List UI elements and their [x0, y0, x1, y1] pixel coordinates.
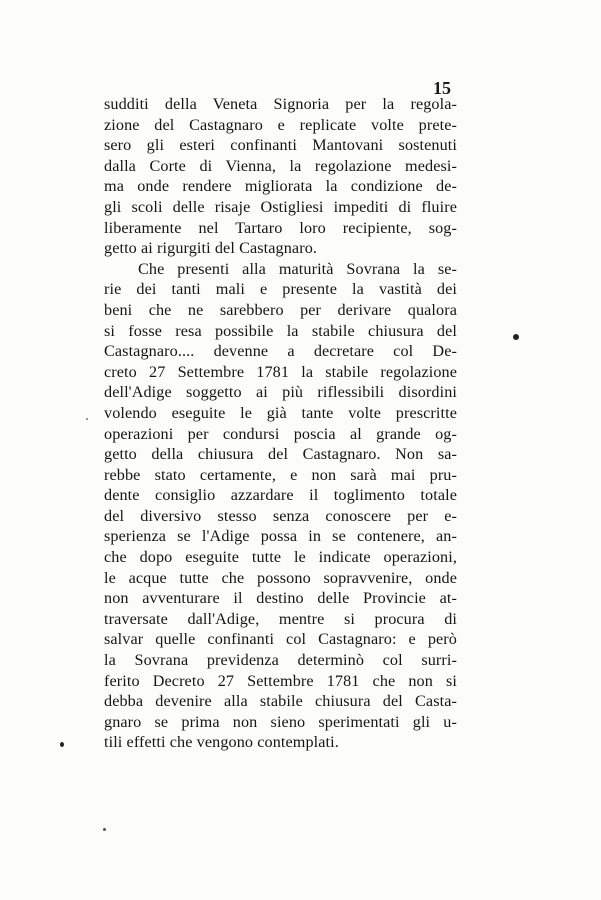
text-line: tili effetti che vengono contemplati. [104, 733, 339, 752]
text-line: salvar quelle confinanti col Castagnaro: e però [104, 630, 457, 649]
text-line: dente consiglio azzardare il toglimento totale [104, 486, 457, 505]
page-number: 15 [433, 78, 451, 98]
text-line: liberamente nel Tartaro loro recipiente, sog- [104, 218, 457, 237]
text-line: sperienza se l'Adige possa in se contenere, an- [104, 527, 457, 546]
ink-speck [86, 418, 88, 420]
body-text [104, 94, 457, 753]
text-line: beni che ne sarebbero per derivare qualora [104, 300, 457, 319]
text-line: si fosse resa possibile la stabile chiusura del [104, 321, 457, 340]
text-line: traversate dall'Adige, mentre si procura di [104, 609, 457, 628]
text-line: rebbe stato certamente, e non sarà mai pru- [104, 465, 457, 484]
ink-speck [103, 828, 106, 831]
text-line: volendo eseguite le già tante volte prescritte [104, 403, 457, 422]
text-line: sudditi della Veneta Signoria per la regola- [104, 95, 457, 113]
text-line: del diversivo stesso senza conoscere per e- [104, 506, 457, 525]
text-line: ferito Decreto 27 Settembre 1781 che non si [104, 671, 457, 690]
text-line: le acque tutte che possono sopravvenire, onde [104, 568, 457, 587]
text-line: operazioni per condursi poscia al grande og- [104, 424, 457, 443]
text-line: Castagnaro.... devenne a decretare col De- [104, 342, 457, 361]
paragraph-2 [104, 259, 457, 753]
text-line: dalla Corte di Vienna, la regolazione medesi- [104, 156, 457, 175]
text-line: non avventurare il destino delle Provincie at- [104, 589, 457, 608]
ink-speck [60, 742, 64, 747]
text-line: getto ai rigurgiti del Castagnaro. [104, 239, 318, 258]
text-line: sero gli esteri confinanti Mantovani sostenuti [104, 136, 457, 155]
paragraph-1 [104, 94, 457, 259]
text-line: getto della chiusura del Castagnaro. Non sa- [104, 445, 457, 464]
text-line: la Sovrana previdenza determinò col surri- [104, 651, 457, 670]
text-line: rie dei tanti mali e presente la vastità dei [104, 280, 457, 299]
text-line: zione del Castagnaro e replicate volte prete- [104, 115, 457, 134]
ink-speck [513, 334, 519, 340]
text-line: dell'Adige soggetto ai più riflessibili disordini [104, 383, 457, 402]
text-line: che dopo eseguite tutte le indicate operazioni, [104, 548, 457, 567]
text-line: Che presenti alla maturità Sovrana la se- [138, 259, 457, 278]
text-line: gli scoli delle risaje Ostigliesi impediti di fluire [104, 197, 457, 216]
text-line: creto 27 Settembre 1781 la stabile regolazione [104, 362, 457, 381]
text-line: ma onde rendere migliorata la condizione de- [104, 177, 457, 196]
text-line: debba devenire alla stabile chiusura del Casta- [104, 692, 457, 711]
text-line: gnaro se prima non sieno sperimentati gli u- [104, 712, 457, 731]
